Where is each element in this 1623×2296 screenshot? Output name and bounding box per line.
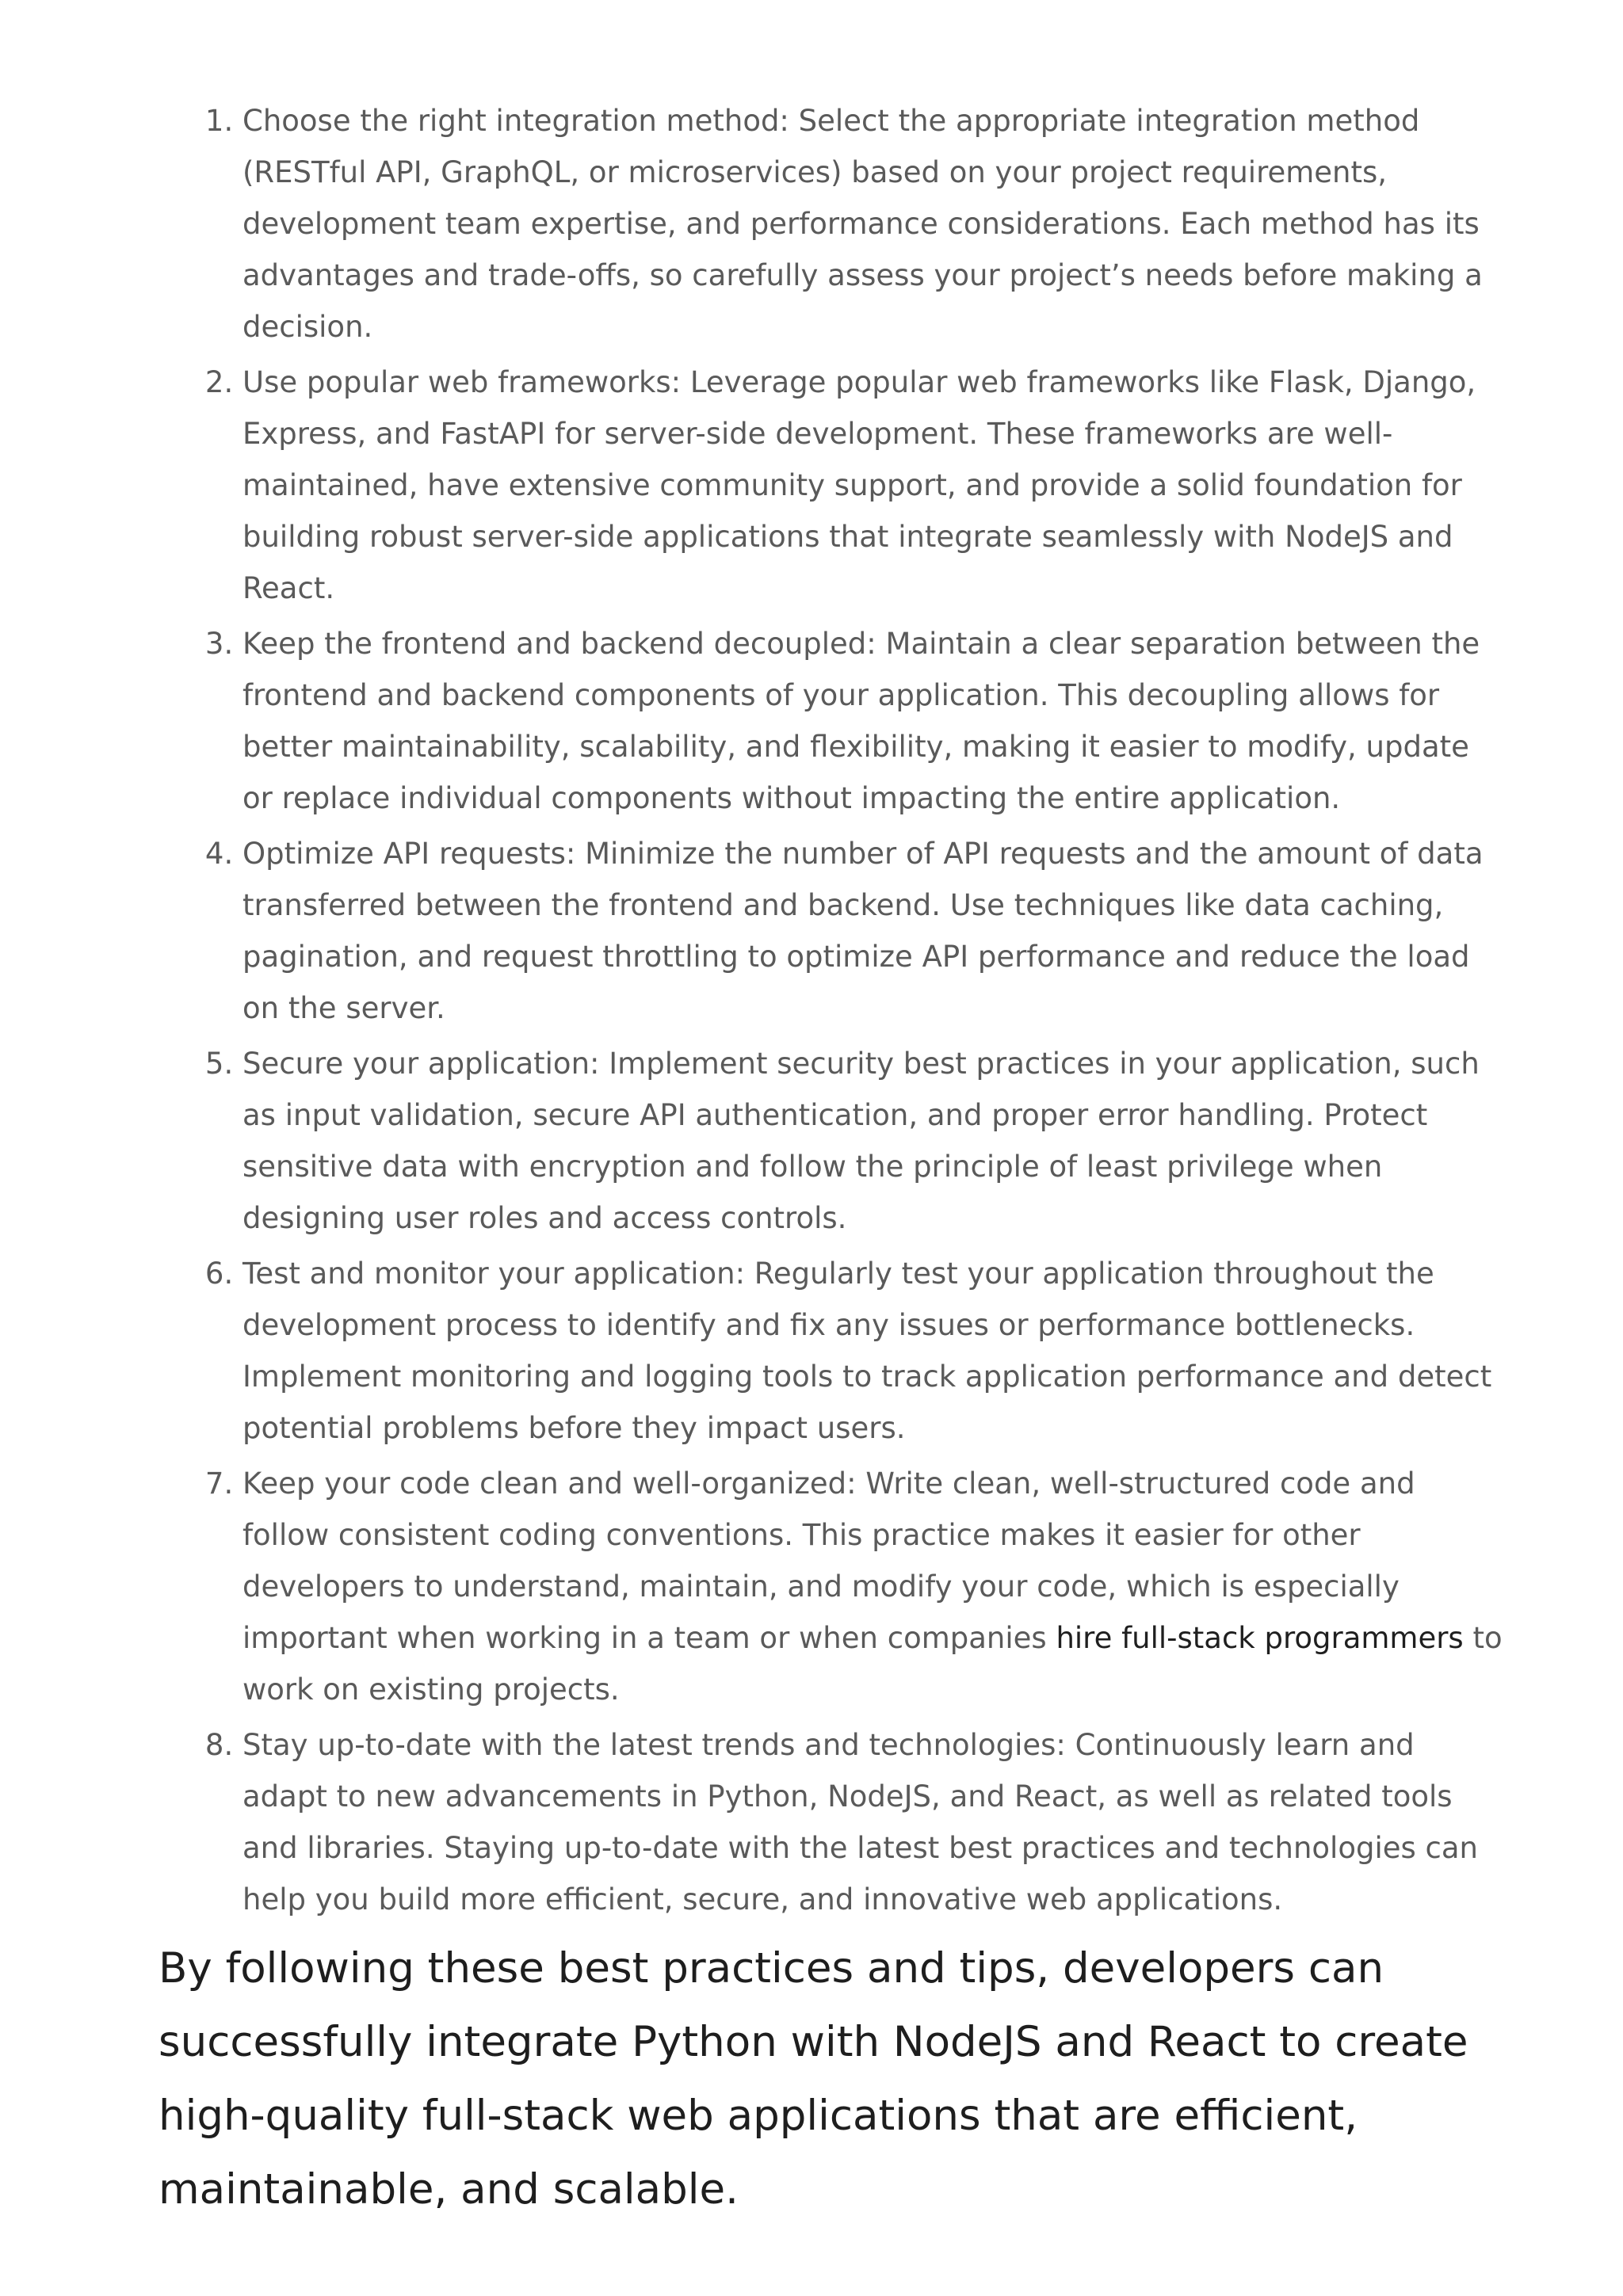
conclusion-paragraph: By following these best practices and tips, developers can successfully integrate Python with NodeJS and React to create high-quality full-stack web applications that are efficient, maintainable, and scalable. [158, 1944, 1468, 2214]
list-item-text: Secure your application: Implement security best practices in your application, such as input validation, secure API authentication, and proper error handling. Protect sensitive data with encryption and follow the principle of least privilege when designing user roles and access controls. [242, 1047, 1480, 1235]
list-item-text: Keep the frontend and backend decoupled: Maintain a clear separation between the frontend and backend components of your application. This decoupling allows for better maintainability, scalability, and flexibility, making it easier to modify, update or replace individual components without impacting the entire application. [242, 627, 1480, 815]
list-item-clean-code [242, 1458, 1506, 1715]
list-item-text-after-link: to work on existing projects. [242, 1621, 1503, 1707]
list-item-text: Choose the right integration method: Select the appropriate integration method (RESTful API, GraphQL, or microservices) based on your project requirements, development team expertise, and performance considerations. Each method has its advantages and trade-offs, so carefully assess your project’s needs before making a decision. [242, 104, 1483, 344]
list-item-text: Optimize API requests: Minimize the number of API requests and the amount of data transferred between the frontend and backend. Use techniques like data caching, pagination, and request throttling to optimize API performance and reduce the load on the server. [242, 837, 1484, 1025]
hire-full-stack-programmers-link[interactable]: hire full-stack programmers [1056, 1621, 1464, 1655]
list-item-text: Stay up-to-date with the latest trends and technologies: Continuously learn and adapt to new advancements in Python, NodeJS, and React, as well as related tools and libraries. Staying up-to-date with the latest best practices and technologies can help you build more efficient, secure, and innovative web applications. [242, 1728, 1478, 1917]
list-item-text: Test and monitor your application: Regularly test your application throughout the development process to identify and fix any issues or performance bottlenecks. Implement monitoring and logging tools to track application performance and detect potential problems before they impact users. [242, 1257, 1492, 1445]
list-item-api-requests [242, 828, 1506, 1034]
list-item-stay-up-to-date [242, 1719, 1506, 1925]
list-item-text: Use popular web frameworks: Leverage popular web frameworks like Flask, Django, Express, and FastAPI for server-side development. These frameworks are well-maintained, have extensive community support, and provide a solid foundation for building robust server-side applications that integrate seamlessly with NodeJS and React. [242, 365, 1476, 605]
best-practices-list [158, 95, 1506, 1929]
list-item-integration-method [242, 95, 1506, 353]
list-item-web-frameworks [242, 357, 1506, 614]
list-item-security [242, 1038, 1506, 1244]
list-item-testing [242, 1248, 1506, 1454]
list-item-decoupling [242, 618, 1506, 824]
list-item-text-before-link: Keep your code clean and well-organized: Write clean, well-structured code and follow consistent coding conventions. This practice makes it easier for other developers to understand, maintain, and modify your code, which is especially important when working in a team or when companies [242, 1466, 1415, 1655]
